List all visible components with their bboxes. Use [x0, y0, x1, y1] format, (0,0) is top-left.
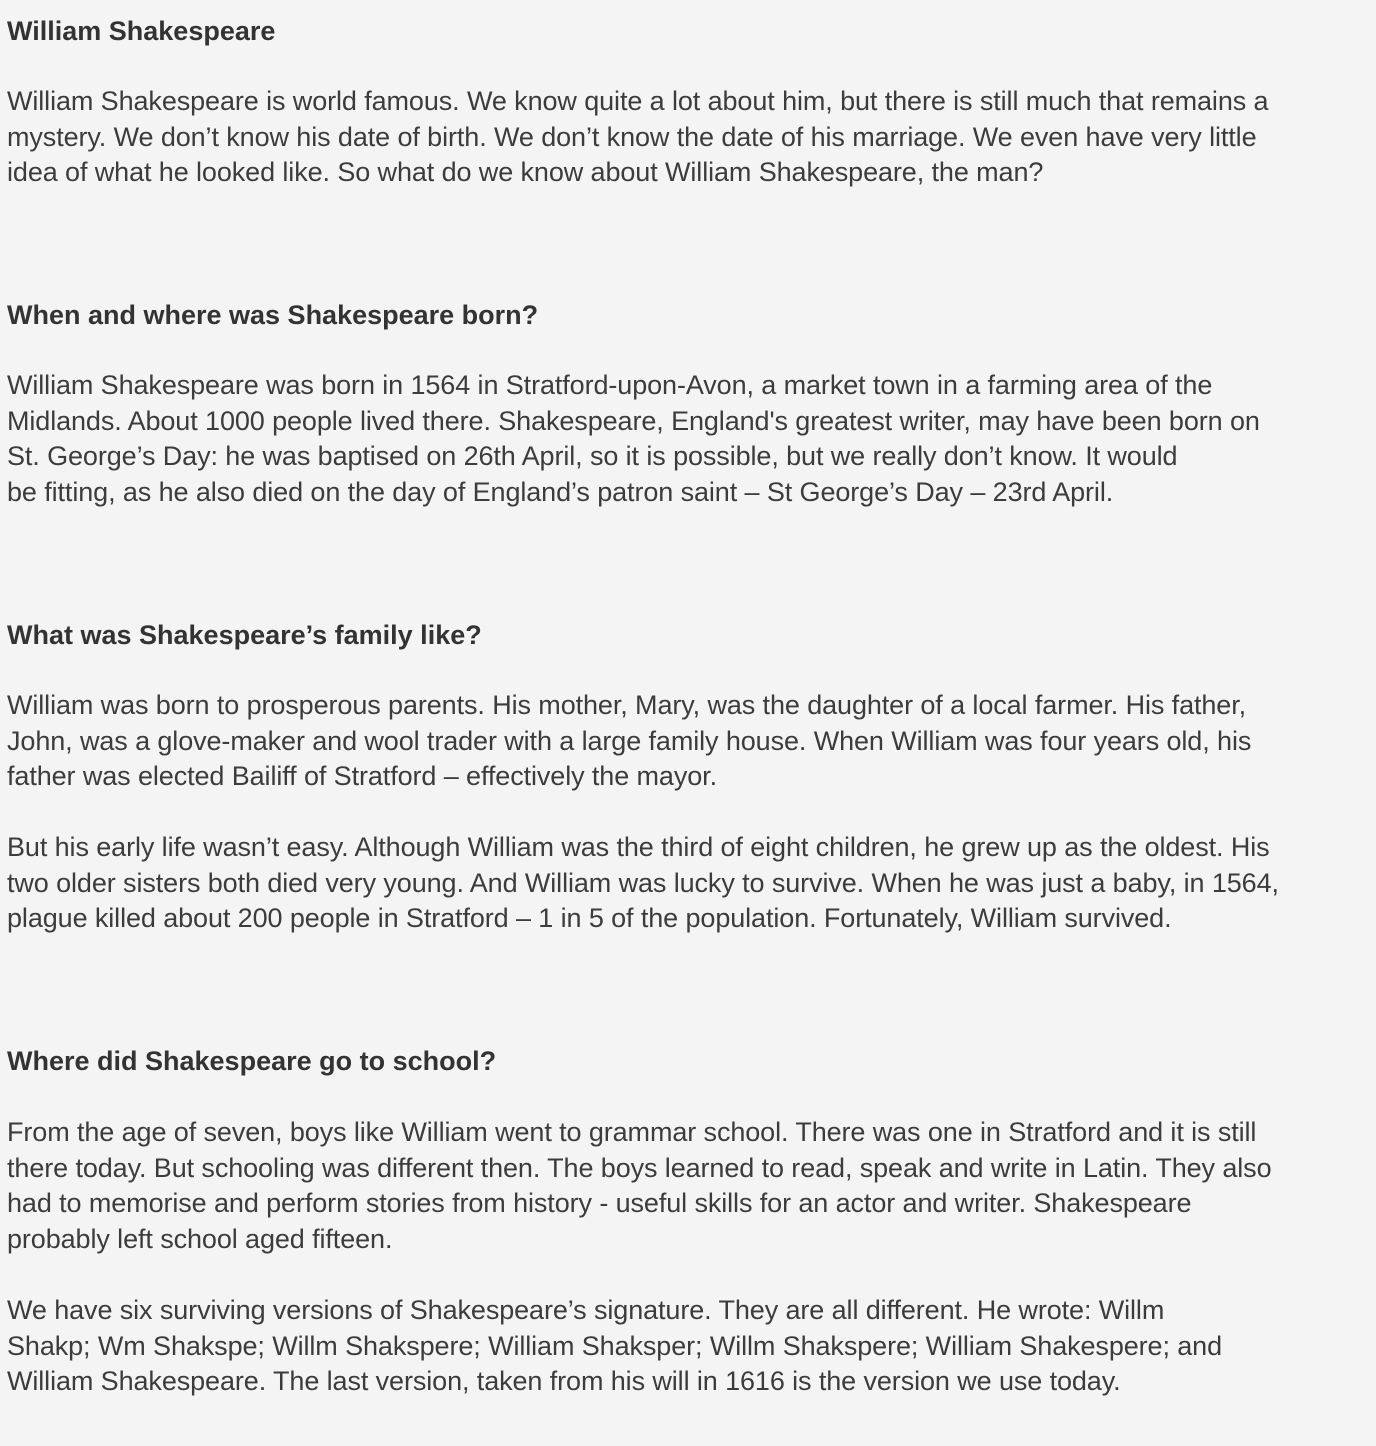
text-line: had to memorise and perform stories from history - useful skills for an actor and writer. Shakespeare	[7, 1188, 1192, 1218]
text-line: John, was a glove-maker and wool trader with a large family house. When William was four years old, his	[7, 725, 1252, 756]
text-line: mystery. We don’t know his date of birth. We don’t know the date of his marriage. We even have very little	[7, 121, 1257, 152]
born-paragraph	[7, 368, 1369, 510]
text-line: William Shakespeare. The last version, taken from his will in 1616 is the version we use today.	[7, 1366, 1121, 1396]
text-line: be fitting, as he also died on the day of England’s patron saint – St George’s Day – 23rd April.	[7, 476, 1114, 507]
text-line: Shakp; Wm Shakspe; Willm Shakspere; William Shaksper; Willm Shakspere; William Shakespere; and	[7, 1330, 1223, 1361]
text-line: Midlands. About 1000 people lived there. Shakespeare, England's greatest writer, may have been born on	[7, 405, 1260, 436]
article-title: William Shakespeare	[7, 16, 276, 46]
intro-paragraph	[7, 84, 1369, 191]
text-line: there today. But schooling was different then. The boys learned to read, speak and write in Latin. They also	[7, 1152, 1272, 1183]
text-line: We have six surviving versions of Shakespeare’s signature. They are all different. He wrote: Willm	[7, 1295, 1165, 1325]
text-line: father was elected Bailiff of Stratford – effectively the mayor.	[7, 761, 717, 791]
section-heading-family: What was Shakespeare’s family like?	[7, 620, 482, 650]
family-paragraph-2	[7, 830, 1369, 937]
text-line: plague killed about 200 people in Stratford – 1 in 5 of the population. Fortunately, William survived.	[7, 903, 1172, 933]
text-line: idea of what he looked like. So what do we know about William Shakespeare, the man?	[7, 157, 1044, 187]
text-line: But his early life wasn’t easy. Although William was the third of eight children, he grew up as the oldest. His	[7, 832, 1270, 862]
text-line: two older sisters both died very young. And William was lucky to survive. When he was just a baby, in 1564,	[7, 867, 1279, 898]
section-heading-born: When and where was Shakespeare born?	[7, 300, 539, 330]
text-line: William Shakespeare was born in 1564 in Stratford-upon-Avon, a market town in a farming area of the	[7, 370, 1213, 400]
family-paragraph-1	[7, 688, 1369, 795]
text-line: St. George’s Day: he was baptised on 26th April, so it is possible, but we really don’t know. It would	[7, 441, 1178, 471]
text-line: William Shakespeare is world famous. We know quite a lot about him, but there is still much that remains a	[7, 86, 1269, 116]
text-line: From the age of seven, boys like William went to grammar school. There was one in Stratford and it is still	[7, 1117, 1257, 1147]
school-paragraph-2	[7, 1293, 1369, 1400]
section-heading-school: Where did Shakespeare go to school?	[7, 1046, 497, 1076]
text-line: probably left school aged fifteen.	[7, 1223, 393, 1254]
text-line: William was born to prosperous parents. His mother, Mary, was the daughter of a local farmer. His father,	[7, 690, 1247, 720]
school-paragraph-1	[7, 1115, 1369, 1257]
